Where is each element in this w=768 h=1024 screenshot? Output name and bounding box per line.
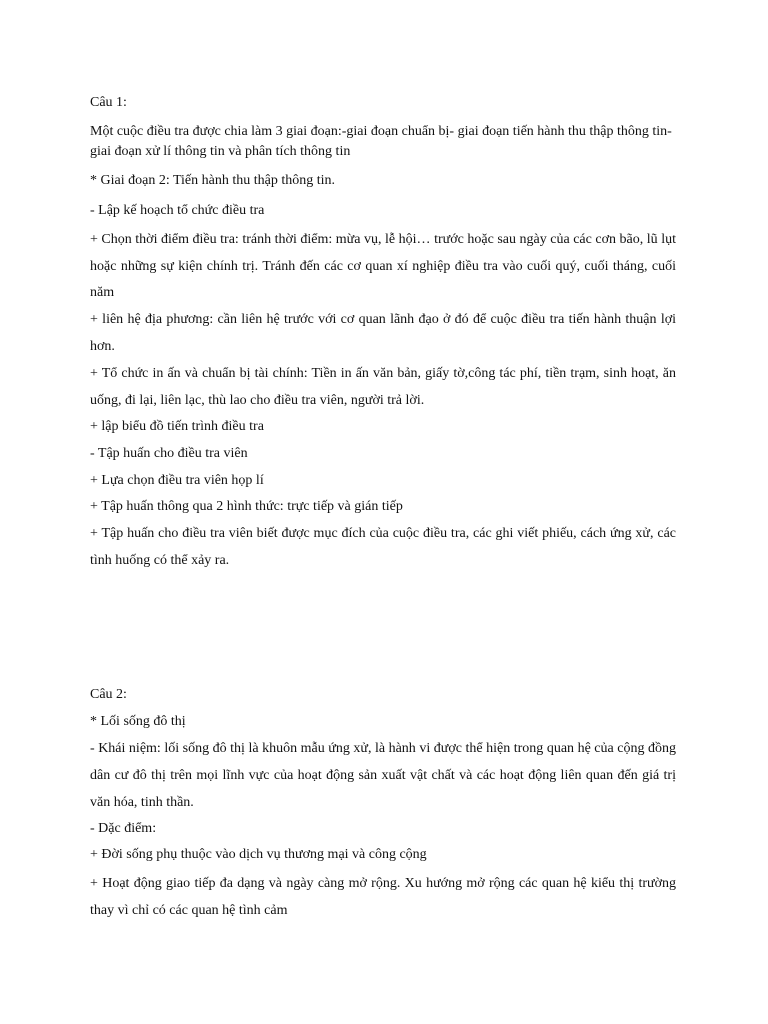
- question-1-intro: Một cuộc điều tra được chia làm 3 giai đoạn:-giai đoạn chuẩn bị- giai đoạn tiến hành thu thập thông tin-giai đoạn xử lí thông tin và phân tích thông tin: [90, 124, 672, 159]
- urban-lifestyle-heading: * Lối sống đô thị: [90, 714, 186, 729]
- finance-item: + Tổ chức in ấn và chuẩn bị tài chính: Tiền in ấn văn bản, giấy tờ,công tác phí, tiền trạm, sinh hoạt, ăn uống, đi lại, liên lạc, thù lao cho điều tra viên, người trả lời.: [90, 366, 676, 408]
- time-selection-item: + Chọn thời điểm điều tra: tránh thời điểm: mừa vụ, lễ hội… trước hoặc sau ngày của các cơn bão, lũ lụt hoặc những sự kiện chính trị. Tránh đến các cơ quan xí nghiệp điều tra vào cuối quý, cuối tháng, cuối năm: [90, 232, 676, 300]
- training-purpose-item: + Tập huấn cho điều tra viên biết được mục đích của cuộc điều tra, các ghi viết phiếu, cách ứng xử, các tình huống có thể xảy ra.: [90, 526, 676, 568]
- training-item: - Tập huấn cho điều tra viên: [90, 446, 248, 461]
- question-2-heading: Câu 2:: [90, 687, 127, 702]
- communication-item: + Hoạt động giao tiếp đa dạng và ngày càng mở rộng. Xu hướng mở rộng các quan hệ kiểu thị trường thay vì chỉ có các quan hệ tình cảm: [90, 876, 676, 918]
- concept-item: - Khái niệm: lối sống đô thị là khuôn mẫu ứng xử, là hành vi được thể hiện trong quan hệ của cộng đồng dân cư đô thị trên mọi lĩnh vực của hoạt động sản xuất vật chất và các hoạt động liên quan đến giá trị văn hóa, tinh thần.: [90, 741, 676, 810]
- plan-item: - Lập kế hoạch tổ chức điều tra: [90, 203, 265, 218]
- question-1-heading: Câu 1:: [90, 95, 127, 110]
- features-heading: - Dặc điểm:: [90, 821, 157, 836]
- select-investigator-item: + Lựa chọn điều tra viên họp lí: [90, 473, 264, 488]
- progress-chart-item: + lập biểu đồ tiến trình điều tra: [90, 419, 264, 434]
- local-contact-item: + liên hệ địa phương: cần liên hệ trước với cơ quan lãnh đạo ở đó để cuộc điều tra tiến hành thuận lợi hơn.: [90, 312, 676, 354]
- training-forms-item: + Tập huấn thông qua 2 hình thức: trực tiếp và gián tiếp: [90, 499, 403, 514]
- dependence-item: + Đời sống phụ thuộc vào dịch vụ thương mại và công cộng: [90, 847, 427, 862]
- stage-2-heading: * Giai đoạn 2: Tiến hành thu thập thông tin.: [90, 173, 335, 188]
